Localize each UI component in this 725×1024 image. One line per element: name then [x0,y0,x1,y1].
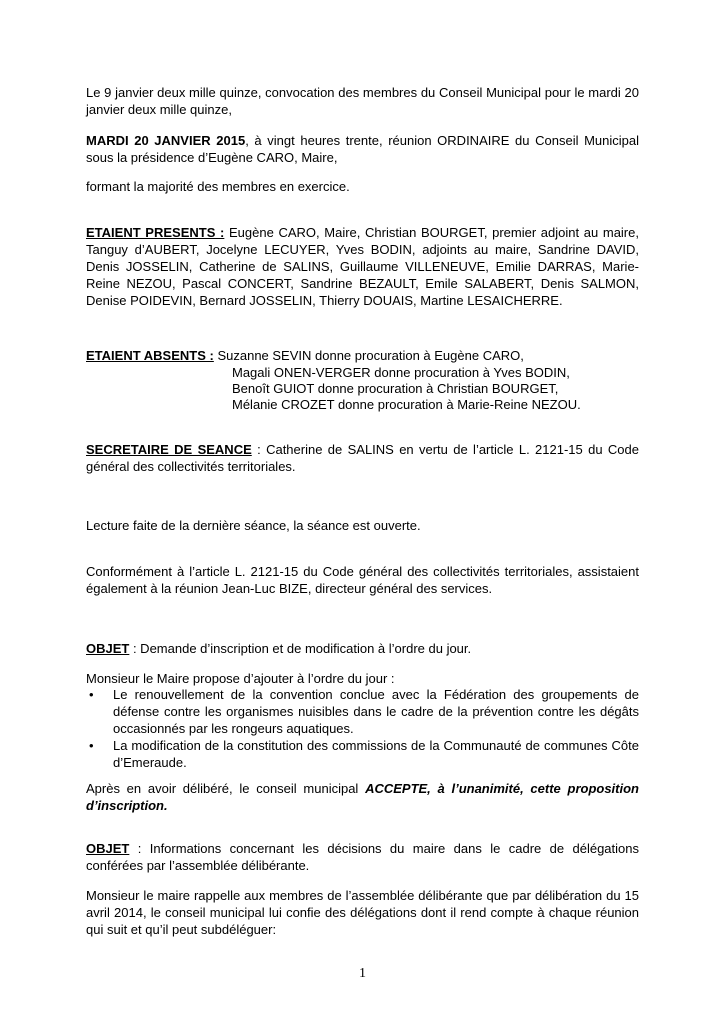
bullet-glyph: • [89,687,94,702]
meeting-description: , à vingt heures trente, réunion ORDINAIRE du Conseil Municipal sous la présidence d’Eugène CARO, Maire, [86,133,639,165]
apres-decision: ACCEPTE, à l’unanimité, cette proposition d’inscription. [86,781,639,813]
rappelle-text: Monsieur le maire rappelle aux membres de l’assemblée délibérante que par délibération du 15 avril 2014, le conseil municipal lui confie des délégations dont il rend compte à chaque réunion qui suit et qu’il peut subdéléguer: [86,888,639,937]
conformement-paragraph [86,563,639,597]
meeting-paragraph [86,132,639,166]
secretaire-label: SECRETAIRE DE SEANCE [86,442,252,457]
agenda-bullet-list [86,686,639,771]
lecture-paragraph [86,517,639,534]
objet1-text: : Demande d’inscription et de modification à l’ordre du jour. [129,641,472,656]
page-number: 1 [359,966,366,981]
convocation-text: Le 9 janvier deux mille quinze, convocation des membres du Conseil Municipal pour le mardi 20 janvier deux mille quinze, [86,85,639,117]
list-item [86,686,639,737]
bullet-text: Le renouvellement de la convention conclue avec la Fédération des groupements de défense contre les organismes nuisibles dans le cadre de la prévention contre les dégâts occasionnés par les rongeurs aquatiques. [113,687,639,736]
absent-entry: Benoît GUIOT donne procuration à Christian BOURGET, [232,381,559,396]
bullet-text: La modification de la constitution des commissions de la Communauté de communes Côte d’Emeraude. [113,738,639,770]
presents-label: ETAIENT PRESENTS : [86,225,225,240]
lecture-text: Lecture faite de la dernière séance, la séance est ouverte. [86,518,421,533]
bullet-glyph: • [89,738,94,753]
objet2-paragraph [86,840,639,874]
list-item [86,737,639,771]
absent-entry: Mélanie CROZET donne procuration à Marie-Reine NEZOU. [232,397,581,412]
apres-paragraph [86,780,639,814]
meeting-date: MARDI 20 JANVIER 2015 [86,133,246,148]
maire-propose-text: Monsieur le Maire propose d’ajouter à l’ordre du jour : [86,671,395,686]
objet2-text: : Informations concernant les décisions du maire dans le cadre de délégations conférées par l’assemblée délibérante. [86,841,639,873]
rappelle-paragraph [86,887,639,938]
maire-propose-paragraph [86,670,639,687]
convocation-paragraph [86,84,639,118]
absent-entry: Magali ONEN-VERGER donne procuration à Yves BODIN, [232,365,570,380]
absent-entry: Suzanne SEVIN donne procuration à Eugène CARO, [213,348,524,363]
absents-first-line [86,347,639,364]
objet-label: OBJET [86,841,130,856]
secretaire-text: : Catherine de SALINS en vertu de l’article L. 2121-15 du Code général des collectivités territoriales. [86,442,639,474]
apres-text: Après en avoir délibéré, le conseil municipal [86,781,366,796]
majority-text: formant la majorité des membres en exercice. [86,179,350,194]
conformement-text: Conformément à l’article L. 2121-15 du Code général des collectivités territoriales, assistaient également à la réunion Jean-Luc BIZE, directeur général des services. [86,564,639,596]
presents-paragraph [86,224,639,309]
secretaire-paragraph [86,441,639,475]
presents-list: Eugène CARO, Maire, Christian BOURGET, premier adjoint au maire, Tanguy d’AUBERT, Jocelyne LECUYER, Yves BODIN, adjoints au maire, Sandrine DAVID, Denis JOSSELIN, Catherine de SALINS, Guillaume VILLENEUVE, Emilie DARRAS, Marie-Reine NEZOU, Pascal CONCERT, Sandrine BEZAULT, Emile SALABERT, Denis SALMON, Denise POIDEVIN, Bernard JOSSELIN, Thierry DOUAIS, Martine LESAICHERRE. [86,225,639,308]
objet1-paragraph [86,640,639,657]
absents-label: ETAIENT ABSENTS : [86,348,214,363]
objet-label: OBJET [86,641,130,656]
majority-paragraph [86,178,639,195]
